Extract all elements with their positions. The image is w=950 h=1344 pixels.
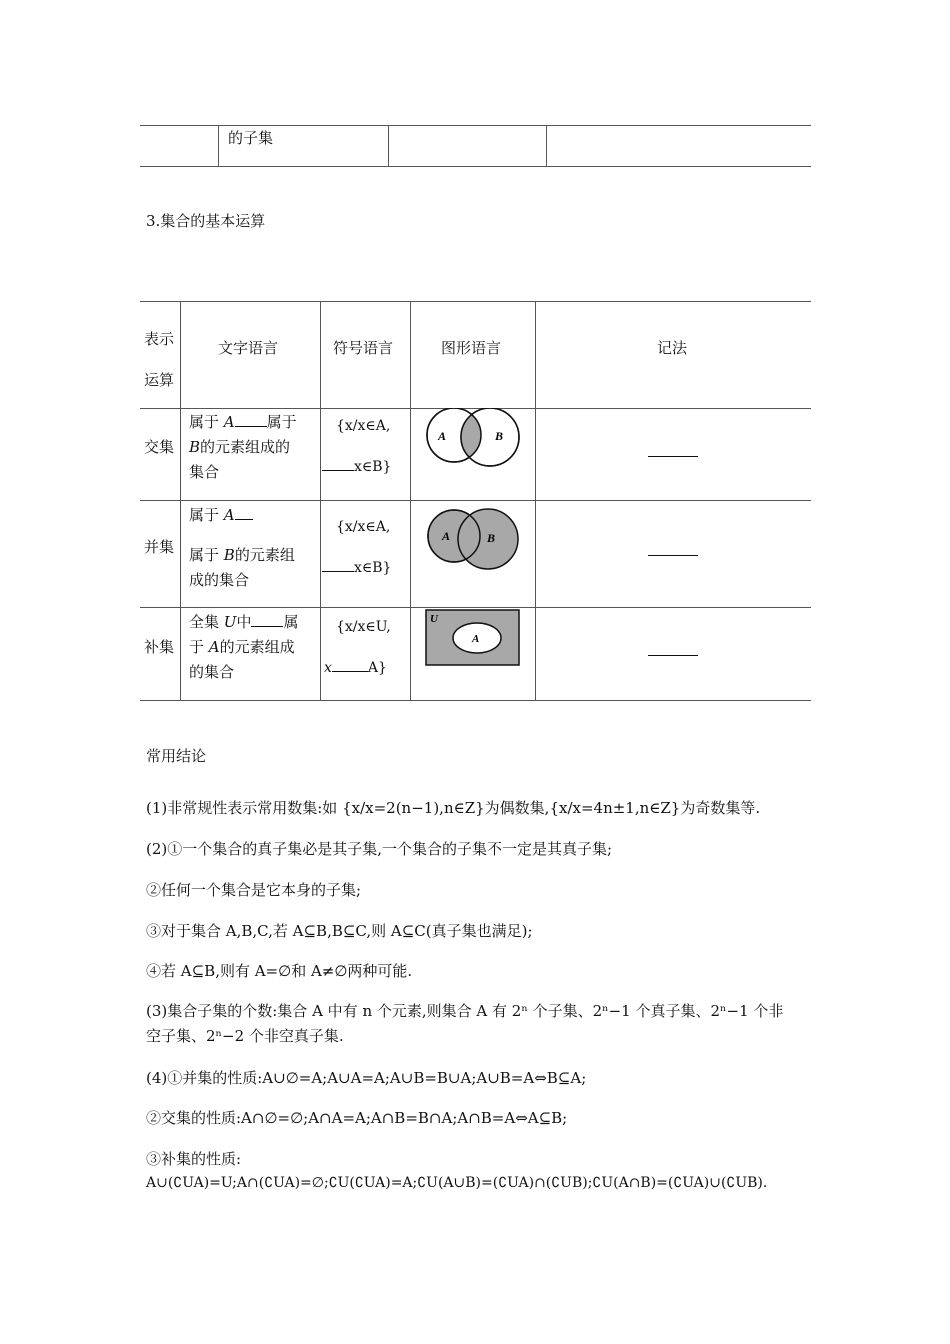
text-fragment: x∈B} <box>354 459 392 475</box>
table-divider <box>546 125 547 166</box>
table-rule <box>140 125 811 126</box>
notation-blank <box>648 540 698 556</box>
text-fragment: 的元素组成的 <box>200 438 291 456</box>
section-title: 3.集合的基本运算 <box>146 212 266 230</box>
variable: A <box>223 413 235 431</box>
conclusion-item: ④若 A⊆B,则有 A=∅和 A≠∅两种可能. <box>146 962 413 980</box>
text-fragment: 全集 <box>189 613 224 631</box>
header-op-line2: 运算 <box>144 371 175 389</box>
text-fragment: 中 <box>236 613 252 631</box>
text-fragment: 属于 <box>189 546 224 564</box>
row-text-line1 <box>189 410 297 435</box>
conclusion-item: ③对于集合 A,B,C,若 A⊆B,B⊆C,则 A⊆C(真子集也满足); <box>146 922 533 940</box>
conclusion-item: (1)非常规性表示常用数集:如 {x/x=2(n−1),n∈Z}为偶数集,{x/x=4n±1,n∈Z}为奇数集等. <box>146 799 761 817</box>
table-divider <box>535 301 536 700</box>
table-rule <box>140 301 811 302</box>
variable: A <box>208 638 220 656</box>
variable: A <box>223 506 235 524</box>
text-fragment: 属于 <box>189 413 224 431</box>
row-text-line2 <box>189 543 295 568</box>
row-symbol-line1: {x/x∈A, <box>336 519 391 535</box>
venn-label-b: B <box>487 531 496 545</box>
conclusion-item: (4)①并集的性质:A∪∅=A;A∪A=A;A∪B=B∪A;A∪B=A⇔B⊆A; <box>146 1069 587 1087</box>
row-text-line2 <box>189 635 295 660</box>
table-rule <box>140 166 811 167</box>
notation-blank <box>648 441 698 457</box>
variable: x <box>324 660 332 676</box>
fill-blank <box>322 556 354 572</box>
row-text-line3: 成的集合 <box>189 571 250 589</box>
variable: U <box>223 613 237 631</box>
row-name: 交集 <box>144 438 175 456</box>
fill-blank <box>235 411 267 427</box>
intersection-venn-diagram <box>424 408 522 468</box>
row-text-line2 <box>189 435 290 460</box>
conclusion-item: (2)①一个集合的真子集必是其子集,一个集合的子集不一定是其真子集; <box>146 840 613 858</box>
table-rule <box>140 607 811 608</box>
venn-label-a: A <box>442 529 451 543</box>
union-venn-diagram <box>426 506 520 572</box>
venn-label-a: A <box>472 633 480 645</box>
row-symbol-line1: {x/x∈A, <box>336 418 391 434</box>
text-fragment: 属于 <box>189 506 224 524</box>
conclusions-title: 常用结论 <box>146 747 207 765</box>
header-symbol-lang: 符号语言 <box>333 339 394 357</box>
table-divider <box>218 125 219 166</box>
text-fragment: A} <box>367 660 387 676</box>
conclusion-item: ②任何一个集合是它本身的子集; <box>146 881 362 899</box>
row-symbol-line2 <box>322 556 391 581</box>
fill-blank <box>322 455 354 471</box>
header-notation: 记法 <box>657 339 688 357</box>
text-fragment: 属 <box>283 613 299 631</box>
table-divider <box>388 125 389 166</box>
venn-label-a: A <box>438 429 447 443</box>
row-symbol-line2 <box>322 455 391 480</box>
venn-label-u: U <box>430 613 438 625</box>
row-text-line3: 集合 <box>189 463 220 481</box>
row-symbol-line2 <box>324 656 387 681</box>
header-text-lang: 文字语言 <box>218 339 279 357</box>
header-op-line1: 表示 <box>144 330 175 348</box>
text-fragment: 的元素组成 <box>219 638 295 656</box>
venn-label-b: B <box>495 429 504 443</box>
conclusion-item: (3)集合子集的个数:集合 A 中有 n 个元素,则集合 A 有 2ⁿ 个子集、2ⁿ−1 个真子集、2ⁿ−1 个非 <box>146 1002 784 1020</box>
conclusion-item: ③补集的性质: <box>146 1150 242 1168</box>
header-figure-lang: 图形语言 <box>441 339 502 357</box>
fill-blank <box>332 656 368 672</box>
complement-venn-diagram <box>425 609 521 667</box>
table-divider <box>180 301 181 700</box>
row-text-line3: 的集合 <box>189 663 235 681</box>
text-fragment: 的元素组 <box>234 546 295 564</box>
fill-blank <box>235 504 253 520</box>
row-text-line1 <box>189 610 298 635</box>
row-text-line1 <box>189 503 253 528</box>
text-fragment: x∈B} <box>354 560 392 576</box>
text-fragment: 于 <box>189 638 209 656</box>
row-name: 并集 <box>144 538 175 556</box>
text-fragment: 属于 <box>266 413 297 431</box>
table-rule <box>140 500 811 501</box>
fill-blank <box>251 611 283 627</box>
row-symbol-line1: {x/x∈U, <box>336 619 391 635</box>
table-divider <box>410 301 411 700</box>
table-rule <box>140 700 811 701</box>
notation-blank <box>648 640 698 656</box>
table-divider <box>320 301 321 700</box>
conclusion-item: A∪(∁UA)=U;A∩(∁UA)=∅;∁U(∁UA)=A;∁U(A∪B)=(∁UA)∩(∁UB);∁U(A∩B)=(∁UA)∪(∁UB). <box>146 1175 768 1191</box>
conclusion-item: ②交集的性质:A∩∅=∅;A∩A=A;A∩B=B∩A;A∩B=A⇔A⊆B; <box>146 1109 568 1127</box>
row-name: 补集 <box>144 638 175 656</box>
variable: B <box>223 546 235 564</box>
variable: B <box>189 438 201 456</box>
conclusion-item: 空子集、2ⁿ−2 个非空真子集. <box>146 1027 344 1045</box>
table-cell-text: 的子集 <box>228 129 274 147</box>
